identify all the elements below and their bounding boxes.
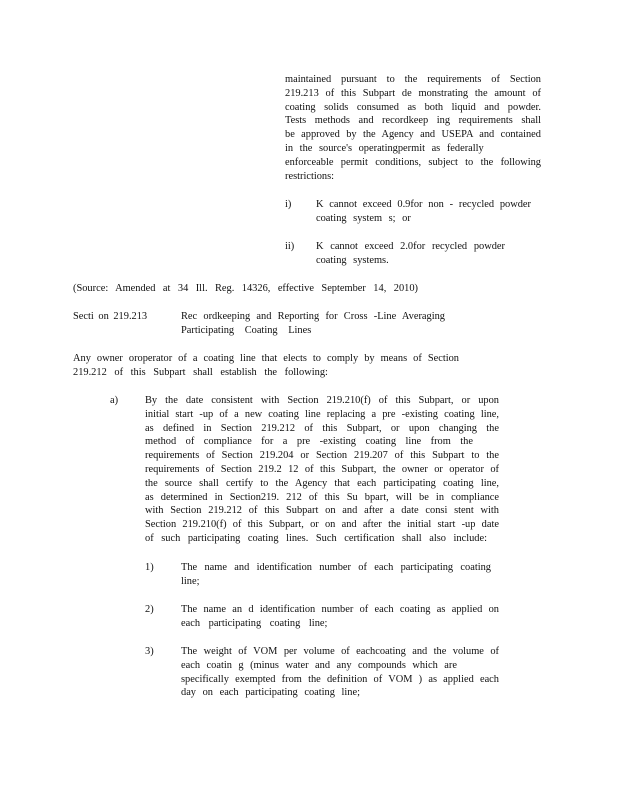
text-line: specifically exempted from the definition of VOM ) as applied each (181, 673, 499, 685)
restriction-label: ii) (285, 241, 295, 252)
text-line: as determined in Section219. 212 of this Su bpart, will be in compliance (145, 491, 499, 503)
text-line: maintained pursuant to the requirements of Section (285, 74, 541, 85)
text-line: 219.213 of this Subpart de monstrating the amount of (285, 87, 541, 99)
text-line: coating solids consumed as both liquid and powder. (285, 101, 541, 113)
text-line: of such participating coating lines. Such certification shall also include: (145, 532, 487, 544)
text-line: be approved by the Agency and USEPA and contained (285, 129, 541, 141)
text-line: Any owner oroperator of a coating line that elects to comply by means of Section (73, 353, 459, 364)
text-line: (Source: Amended at 34 Ill. Reg. 14326, effective September 14, 2010) (73, 283, 418, 294)
text-line: The name an d identification number of each coating as applied on (181, 604, 499, 615)
text-line: The name and identification number of each participating coating (181, 562, 491, 573)
item-label: a) (110, 395, 119, 406)
restriction-item (316, 240, 505, 268)
section-number: Secti on 219.213 (73, 311, 148, 322)
text-line: with Section 219.212 of this Subpart on and after a date consi stent with (145, 505, 499, 517)
text-line: restrictions: (285, 170, 335, 182)
continuation-paragraph (285, 73, 541, 183)
text-line: Tests methods and recordkeep ing requirements shall (285, 115, 541, 127)
text-line: in the source's operatingpermit as federally (285, 142, 484, 154)
text-line: Section 219.210(f) of this Subpart, or on and after the initial start -up date (145, 519, 499, 531)
text-line: as defined in Section 219.212 of this Subpart, or upon changing the (145, 422, 499, 434)
text-line: 219.212 of this Subpart shall establish the following: (73, 366, 328, 378)
subitem-label: 1) (145, 562, 154, 573)
restriction-item (316, 198, 531, 226)
subitem-label: 3) (145, 646, 154, 657)
text-line: line; (181, 575, 200, 587)
text-line: each coatin g (minus water and any compounds which are (181, 659, 457, 671)
text-line: K cannot exceed 2.0for recycled powder (316, 241, 505, 252)
text-line: By the date consistent with Section 219.210(f) of this Subpart, or upon (145, 395, 499, 406)
text-line: Rec ordkeeping and Reporting for Cross -Line Averaging (181, 311, 445, 322)
restriction-label: i) (285, 199, 292, 210)
text-line: each participating coating line; (181, 617, 328, 629)
item-a-paragraph (145, 394, 499, 546)
intro-paragraph (73, 352, 459, 380)
text-line: requirements of Section 219.204 or Section 219.207 of this Subpart to the (145, 450, 499, 462)
text-line: Participating Coating Lines (181, 324, 312, 336)
text-line: enforceable permit conditions, subject to the following (285, 156, 541, 168)
subitem (181, 603, 499, 631)
text-line: K cannot exceed 0.9for non - recycled powder (316, 199, 531, 210)
text-line: requirements of Section 219.2 12 of this Subpart, the owner or operator of (145, 463, 499, 475)
text-line: the source shall certify to the Agency that each participating coating line, (145, 477, 499, 489)
subitem (181, 561, 491, 589)
text-line: The weight of VOM per volume of eachcoating and the volume of (181, 646, 499, 657)
subitem (181, 645, 499, 700)
text-line: day on each participating coating line; (181, 687, 360, 699)
section-title (181, 310, 445, 338)
source-note (73, 282, 418, 296)
text-line: initial start -up of a new coating line replacing a pre -existing coating line, (145, 408, 499, 420)
text-line: coating systems. (316, 254, 389, 266)
text-line: coating system s; or (316, 212, 411, 224)
subitem-label: 2) (145, 604, 154, 615)
text-line: method of compliance for a pre -existing coating line from the (145, 436, 473, 448)
